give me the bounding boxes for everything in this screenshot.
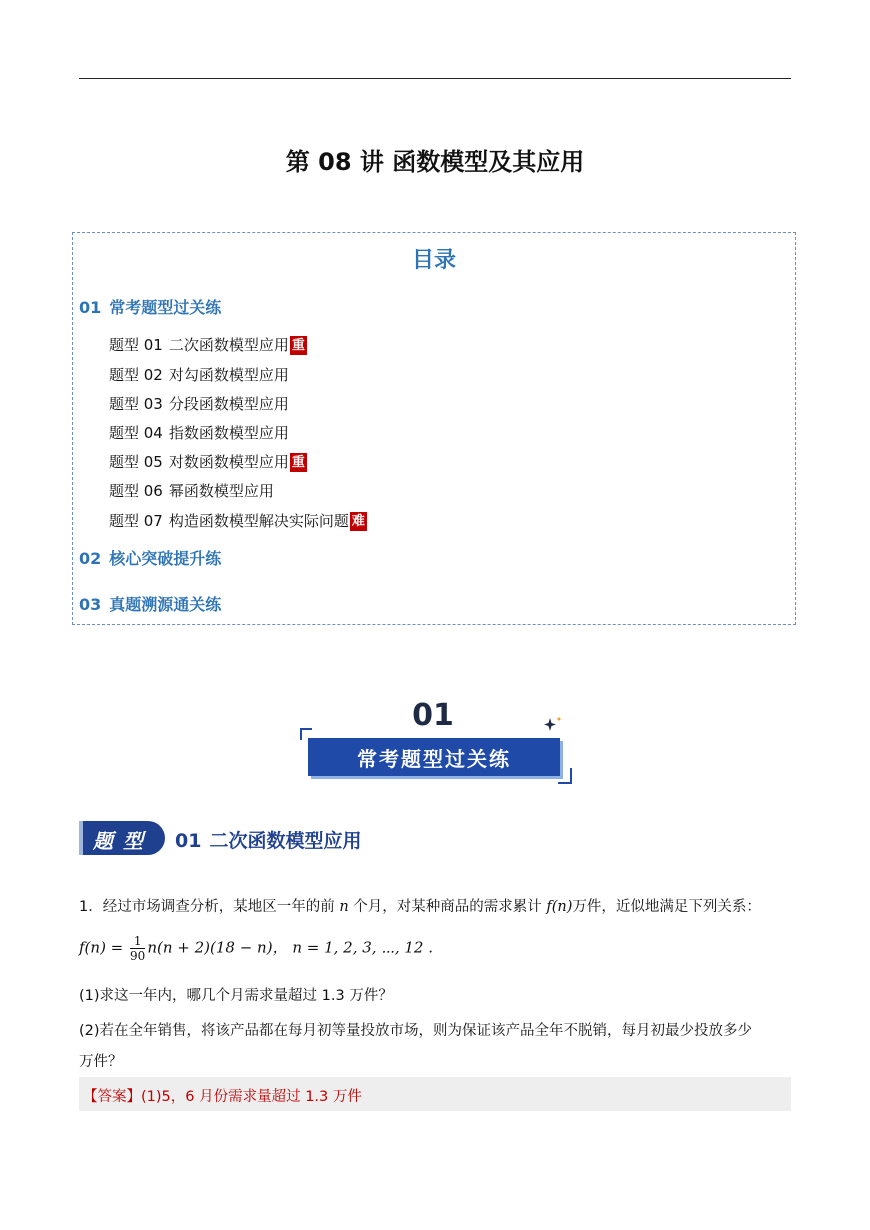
toc-heading: 目录 xyxy=(411,248,456,273)
fraction: $\frac{1}{90}$ xyxy=(130,934,146,963)
banner-label: 常考题型过关练 xyxy=(357,747,511,771)
header-rule xyxy=(79,78,791,79)
toc-item-03[interactable]: 题型 03 分段函数模型应用 xyxy=(109,395,289,413)
toc-item-06[interactable]: 题型 06 幂函数模型应用 xyxy=(109,482,274,500)
key-tag: 重 xyxy=(291,455,305,470)
type-title: 01 二次函数模型应用 xyxy=(175,830,362,852)
toc-section-03[interactable]: 03 真题溯源通关练 xyxy=(79,595,222,614)
toc-item-02[interactable]: 题型 02 对勾函数模型应用 xyxy=(109,366,289,384)
toc-section-02[interactable]: 02 核心突破提升练 xyxy=(79,549,222,568)
question-part-2: (2)若在全年销售，将该产品都在每月初等量投放市场，则为保证该产品全年不脱销，每月初最少投放多少 xyxy=(79,1023,753,1039)
formula: f(n) = $\frac{1}{90}$ n(n + 2)(18 − n)， n = 1, 2, 3, ⋯, 12 . xyxy=(79,934,433,963)
question-part-1: (1)求这一年内，哪几个月需求量超过 1.3 万件？ xyxy=(79,988,393,1004)
table-of-contents xyxy=(72,232,796,625)
toc-item-04[interactable]: 题型 04 指数函数模型应用 xyxy=(109,424,289,442)
banner-box xyxy=(308,738,560,776)
toc-item-05[interactable]: 题型 05 对数函数模型应用 重 xyxy=(109,453,305,471)
toc-section-01[interactable]: 01 常考题型过关练 xyxy=(79,298,222,317)
type-badge: 题型 xyxy=(79,821,165,855)
toc-item-01[interactable]: 题型 01 二次函数模型应用 重 xyxy=(109,336,305,354)
section-banner xyxy=(298,698,574,790)
question-part-2-cont: 万件？ xyxy=(79,1054,123,1070)
key-tag: 重 xyxy=(291,338,305,353)
banner-number: 01 xyxy=(412,698,454,733)
answer-box xyxy=(79,1077,791,1111)
toc-item-07[interactable]: 题型 07 构造函数模型解决实际问题 难 xyxy=(109,512,365,530)
question-type-header xyxy=(79,818,791,858)
page-title: 第 08 讲 函数模型及其应用 xyxy=(285,148,585,176)
bracket-bottom-right xyxy=(558,768,572,784)
difficult-tag: 难 xyxy=(351,514,365,529)
sparkle-icon xyxy=(542,716,562,736)
question-stem: 1．经过市场调查分析，某地区一年的前 n 个月，对某种商品的需求累计 f(n)万件，近似地满足下列关系： xyxy=(79,899,761,915)
answer-text: 【答案】(1)5，6 月份需求量超过 1.3 万件 xyxy=(83,1089,362,1105)
